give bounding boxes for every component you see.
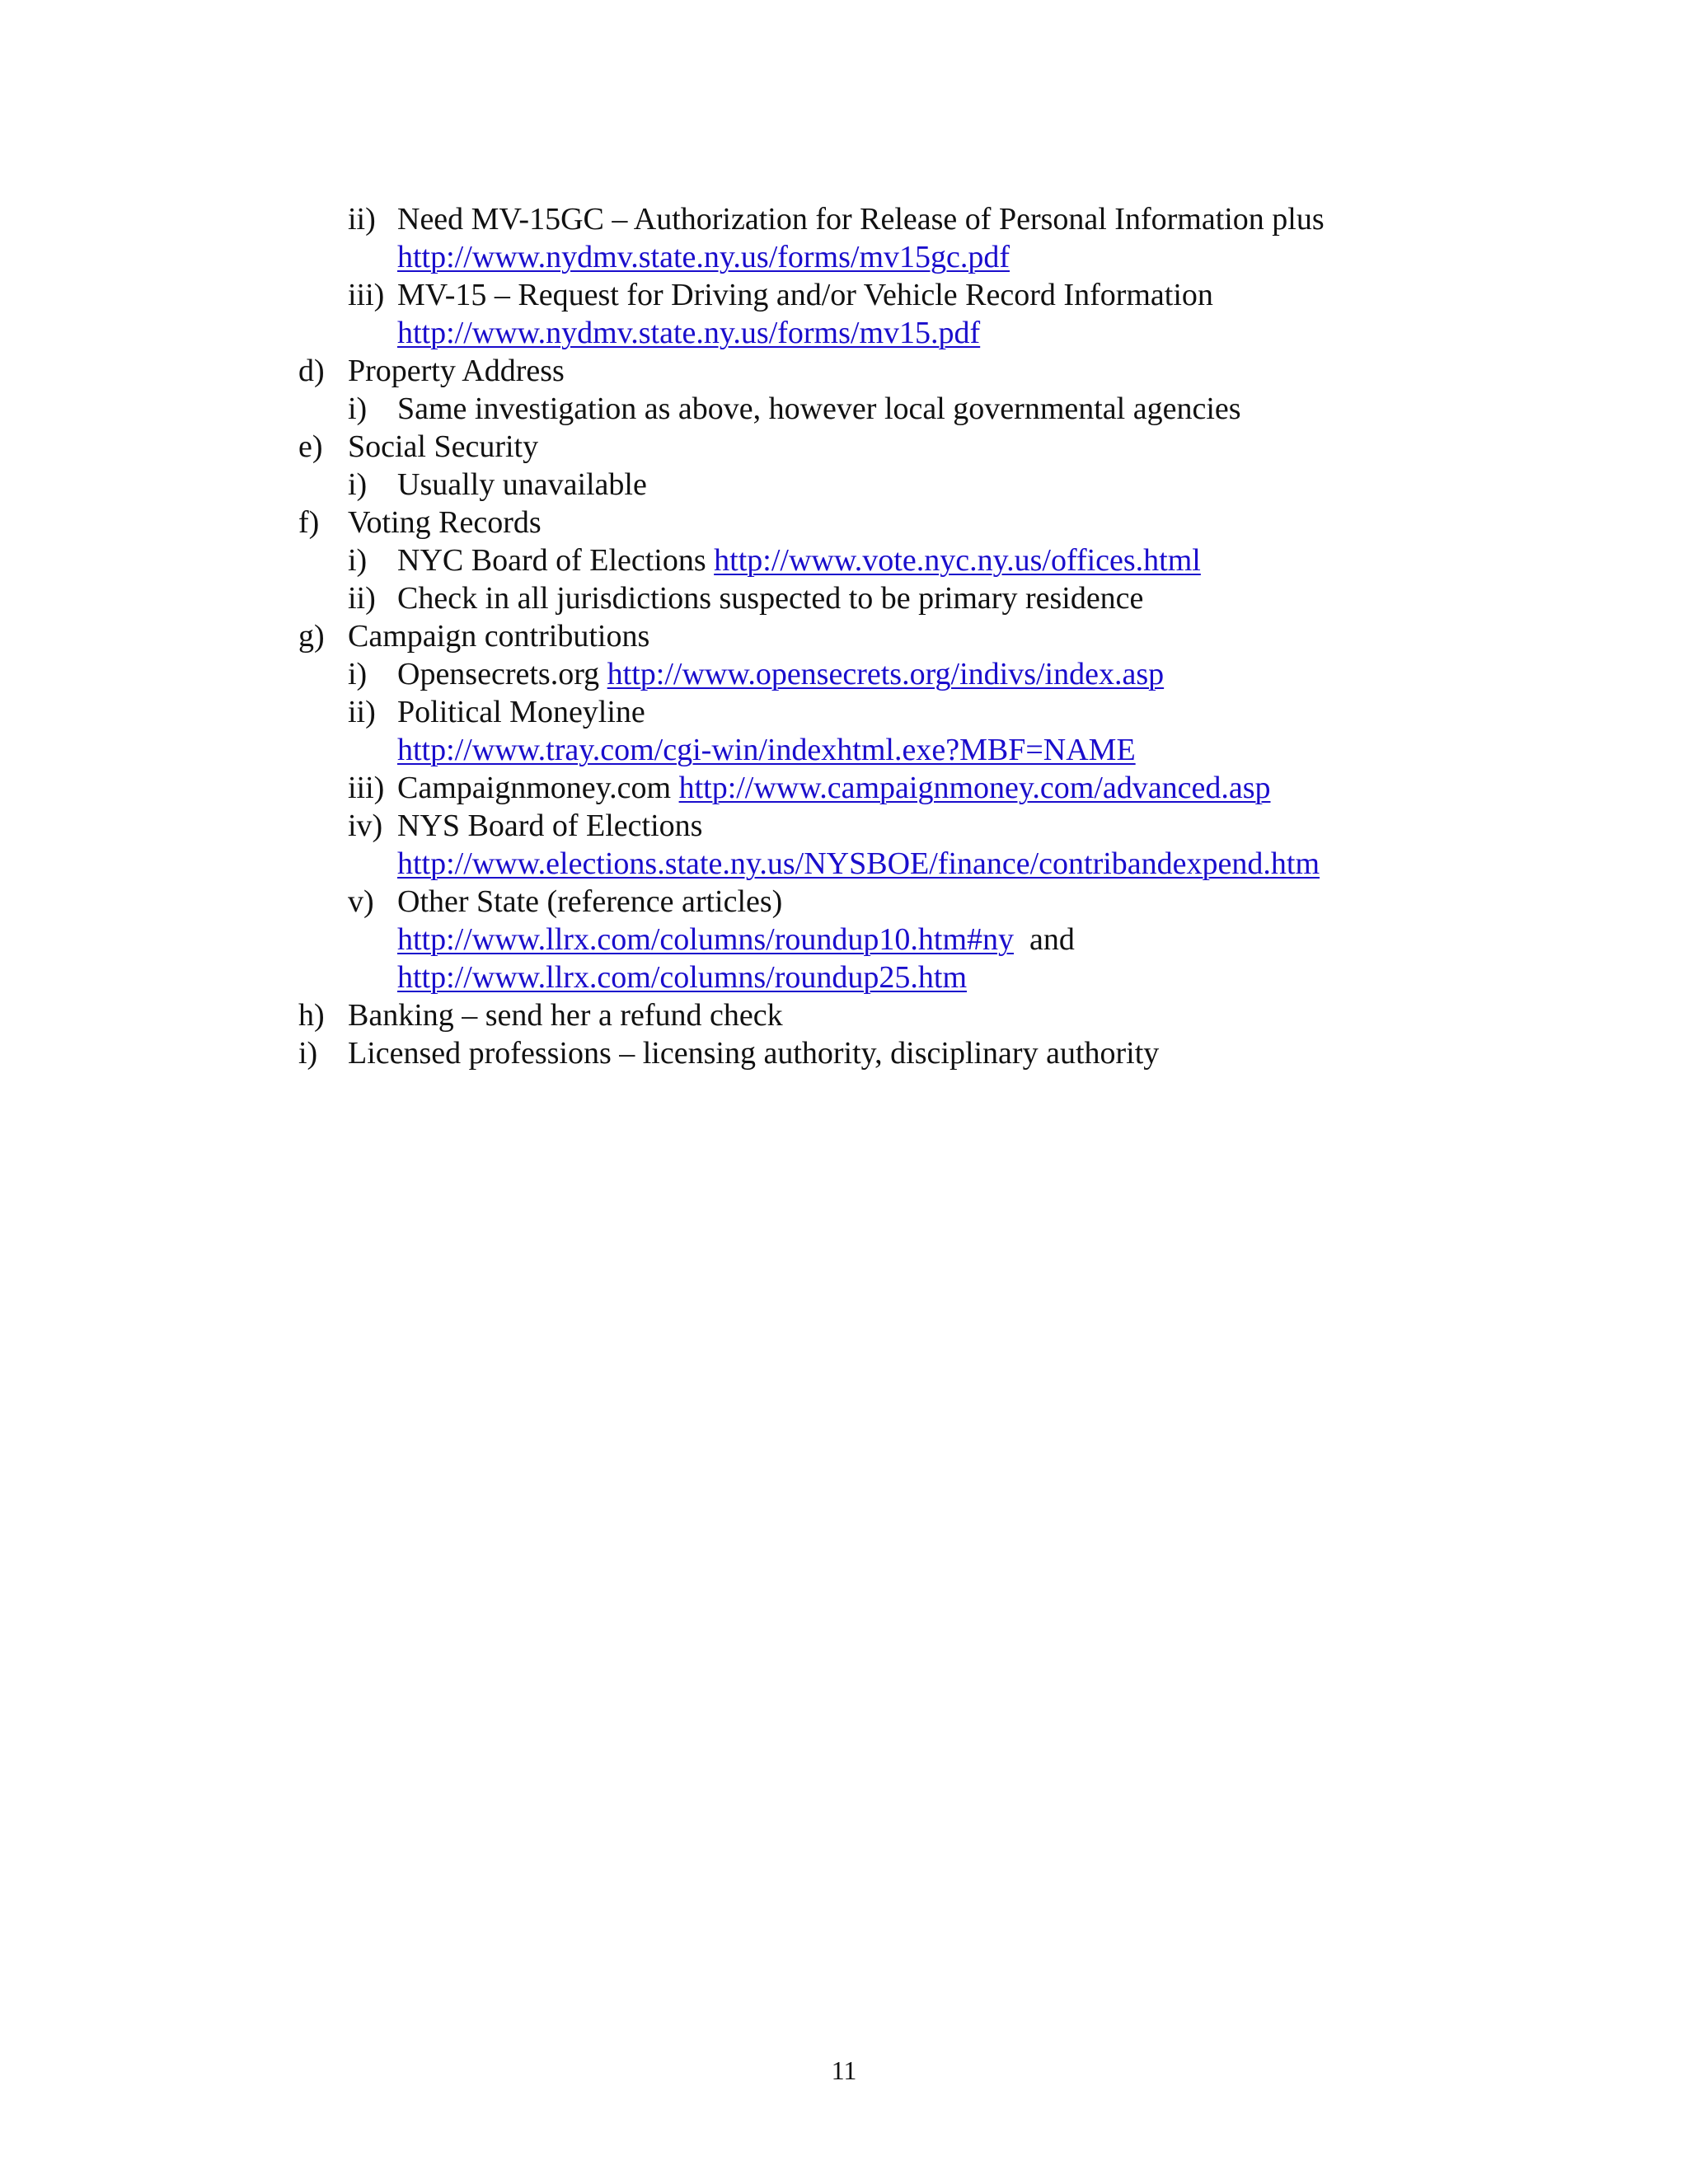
item-marker: ii) [348,202,376,237]
item-marker: e) [298,429,323,464]
item-text: Opensecrets.org [397,657,600,691]
item-text: Usually unavailable [397,467,647,502]
item-content [397,694,645,730]
item-content [397,846,1320,882]
item-marker: d) [298,354,325,388]
item-marker: iii) [348,278,385,312]
item-text: Political Moneyline [397,695,645,729]
item-marker: iii) [348,771,385,805]
item-content [397,732,1136,768]
item-text: NYC Board of Elections [397,543,706,578]
item-content [397,808,702,844]
item-text: Property Address [348,354,565,388]
item-content [397,239,1010,275]
item-content [397,580,1143,616]
item-marker: i) [298,1036,318,1071]
item-marker: v) [348,884,374,919]
item-text: Other State (reference articles) [397,884,783,919]
url-link[interactable]: http://www.llrx.com/columns/roundup10.htm#ny [397,922,1014,957]
item-content [397,959,967,996]
conjunction-text: and [1029,922,1075,957]
url-link[interactable]: http://www.campaignmoney.com/advanced.asp [678,771,1271,805]
item-content [348,353,565,389]
item-content [397,656,1164,692]
url-link[interactable]: http://www.nydmv.state.ny.us/forms/mv15gc.pdf [397,240,1010,274]
item-text: NYS Board of Elections [397,808,703,843]
item-content [348,1035,1159,1071]
item-marker: i) [348,391,368,426]
item-text: Banking – send her a refund check [348,998,783,1033]
url-link[interactable]: http://www.opensecrets.org/indivs/index.asp [607,657,1165,691]
item-marker: ii) [348,581,376,616]
item-content [397,466,647,503]
item-content [397,542,1201,579]
item-text: Check in all jurisdictions suspected to be primary residence [397,581,1144,616]
item-text: Social Security [348,429,539,464]
item-text: Same investigation as above, however local governmental agencies [397,391,1241,426]
item-text: Campaign contributions [348,619,650,654]
item-marker: iv) [348,808,383,843]
url-link[interactable]: http://www.elections.state.ny.us/NYSBOE/finance/contribandexpend.htm [397,846,1320,881]
item-marker: h) [298,998,325,1033]
item-content [397,391,1241,427]
item-content [397,201,1325,237]
url-link[interactable]: http://www.vote.nyc.ny.us/offices.html [714,543,1201,578]
item-text: Voting Records [348,505,542,540]
item-content [397,883,782,920]
item-text: Need MV-15GC – Authorization for Release of Personal Information plus [397,202,1325,237]
item-content [397,315,980,351]
item-marker: i) [348,543,368,578]
url-link[interactable]: http://www.llrx.com/columns/roundup25.htm [397,960,967,995]
item-content [348,429,538,465]
item-marker: i) [348,467,368,502]
item-content [397,277,1213,313]
item-text: MV-15 – Request for Driving and/or Vehicle Record Information [397,278,1213,312]
url-link[interactable]: http://www.tray.com/cgi-win/indexhtml.exe?MBF=NAME [397,733,1136,767]
item-content [348,997,783,1033]
item-marker: f) [298,505,320,540]
item-content [348,618,649,654]
item-marker: i) [348,657,368,691]
item-text: Campaignmoney.com [397,771,672,805]
item-text: Licensed professions – licensing authority, disciplinary authority [348,1036,1160,1071]
item-marker: g) [298,619,325,654]
page-number: 11 [831,2055,857,2085]
item-marker: ii) [348,695,376,729]
item-content [348,504,542,541]
item-content [397,921,1075,958]
item-content [397,770,1271,806]
url-link[interactable]: http://www.nydmv.state.ny.us/forms/mv15.pdf [397,316,981,350]
